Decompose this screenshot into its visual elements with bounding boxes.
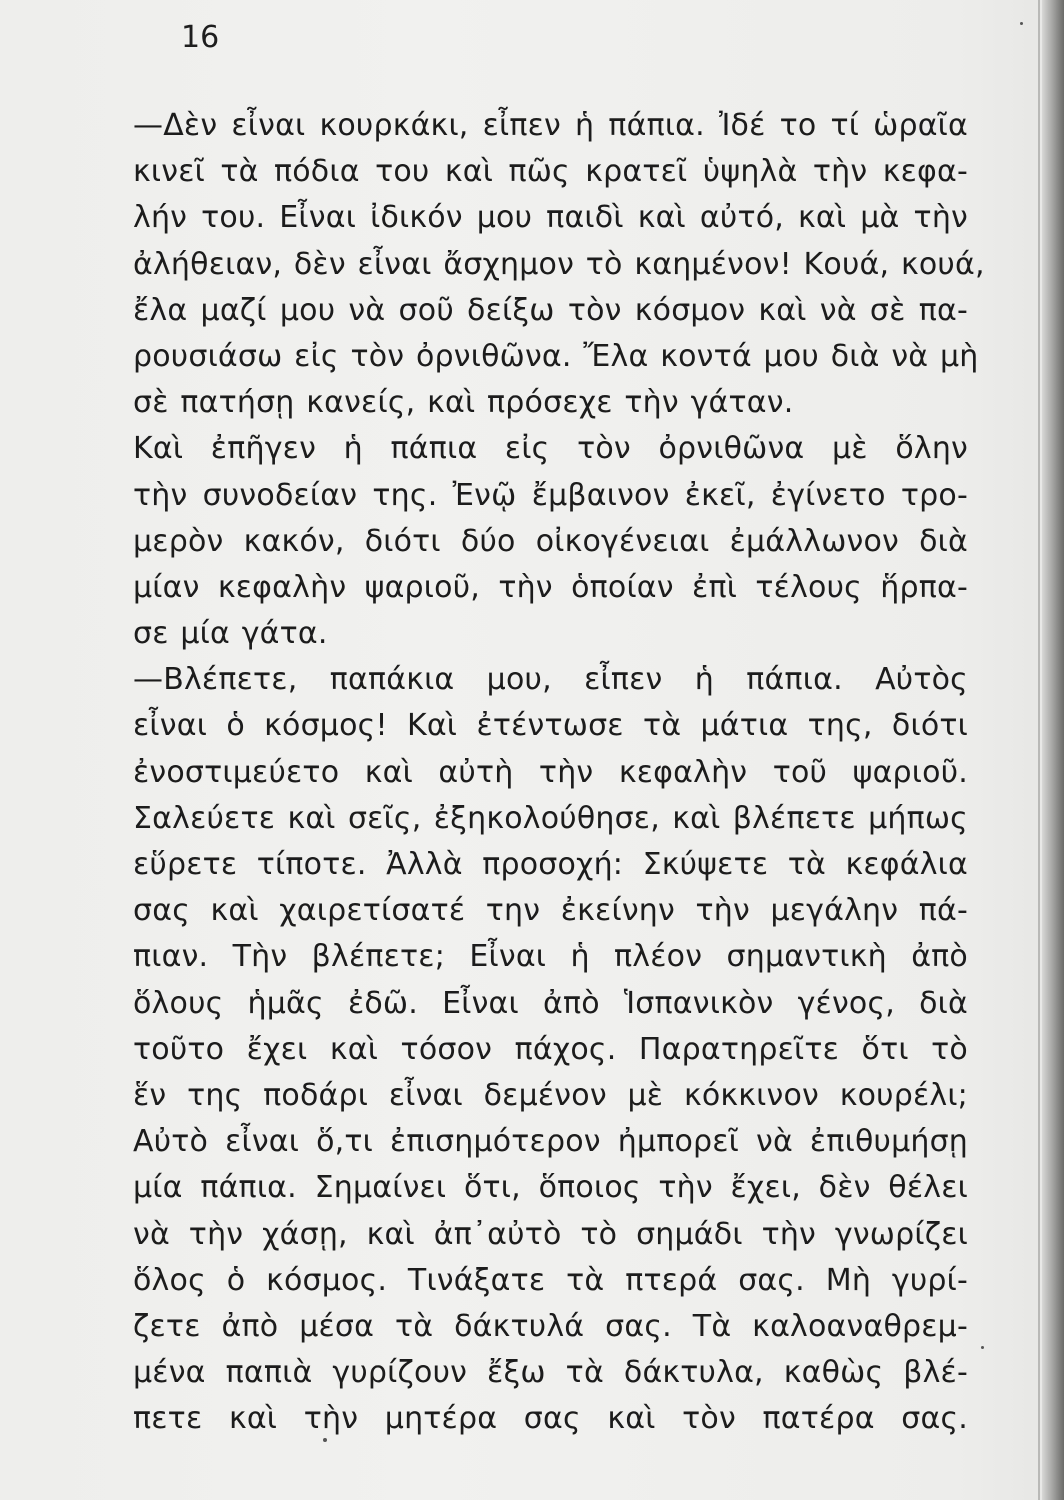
dust-speck bbox=[323, 1438, 327, 1442]
text-line: Σαλεύετε καὶ σεῖς, ἐξηκολούθησε, καὶ βλέπετε μήπως bbox=[133, 800, 968, 836]
dust-speck bbox=[981, 1346, 984, 1349]
page-edge-shadow bbox=[1042, 0, 1064, 1500]
text-line: ἐνοστιμεύετο καὶ αὐτὴ τὴν κεφαλὴν τοῦ ψαριοῦ. bbox=[133, 754, 968, 790]
text-line: Καὶ ἐπῆγεν ἡ πάπια εἰς τὸν ὀρνιθῶνα μὲ ὅλην bbox=[133, 431, 968, 467]
text-line: ἕν της ποδάρι εἶναι δεμένον μὲ κόκκινον κουρέλι; bbox=[133, 1077, 968, 1113]
text-line: εἶναι ὁ κόσμος! Καὶ ἐτέντωσε τὰ μάτια της, διότι bbox=[133, 708, 968, 744]
text-line: ὅλος ὁ κόσμος. Τινάξατε τὰ πτερά σας. Μὴ γυρί- bbox=[133, 1262, 968, 1298]
text-line: νὰ τὴν χάσῃ, καὶ ἀπ᾽αὐτὸ τὸ σημάδι τὴν γνωρίζει bbox=[133, 1216, 968, 1252]
text-line: —Δὲν εἶναι κουρκάκι, εἶπεν ἡ πάπια. Ἰδέ το τί ὡραῖα bbox=[133, 108, 968, 143]
text-line: —Βλέπετε, παπάκια μου, εἶπεν ἡ πάπια. Αὐτὸς bbox=[133, 662, 968, 698]
text-line: ἔλα μαζί μου νὰ σοῦ δείξω τὸν κόσμον καὶ νὰ σὲ πα- bbox=[133, 292, 968, 328]
text-line: κινεῖ τὰ πόδια του καὶ πῶς κρατεῖ ὑψηλὰ τὴν κεφα- bbox=[133, 154, 968, 190]
text-line: τοῦτο ἔχει καὶ τόσον πάχος. Παρατηρεῖτε ὅτι τὸ bbox=[133, 1031, 968, 1067]
text-line: σας καὶ χαιρετίσατέ την ἐκείνην τὴν μεγάλην πά- bbox=[133, 893, 968, 929]
text-line: μένα παπιὰ γυρίζουν ἔξω τὰ δάκτυλα, καθὼς βλέ- bbox=[133, 1355, 968, 1391]
text-line: μία πάπια. Σημαίνει ὅτι, ὅποιος τὴν ἔχει, δὲν θέλει bbox=[133, 1170, 968, 1206]
text-line: ρουσιάσω εἰς τὸν ὀρνιθῶνα. Ἔλα κοντά μου διὰ νὰ μὴ bbox=[133, 338, 979, 374]
text-line: ζετε ἀπὸ μέσα τὰ δάκτυλά σας. Τὰ καλοαναθρεμ- bbox=[133, 1308, 968, 1344]
page-number: 16 bbox=[181, 20, 220, 55]
text-line: μίαν κεφαλὴν ψαριοῦ, τὴν ὁποίαν ἐπὶ τέλους ἥρπα- bbox=[133, 569, 968, 605]
text-line: εὕρετε τίποτε. Ἀλλὰ προσοχή: Σκύψετε τὰ κεφάλια bbox=[133, 847, 968, 882]
text-line: τὴν συνοδείαν της. Ἐνῷ ἔμβαινον ἐκεῖ, ἐγίνετο τρο- bbox=[133, 477, 968, 513]
text-line: σὲ πατήσῃ κανείς, καὶ πρόσεχε τὴν γάταν. bbox=[133, 385, 794, 421]
text-line: ἀλήθειαν, δὲν εἶναι ἄσχημον τὸ καημένον! Κουά, κουά, bbox=[133, 246, 985, 282]
page-fold-line bbox=[1038, 0, 1040, 1500]
text-line: λήν του. Εἶναι ἰδικόν μου παιδὶ καὶ αὐτό, καὶ μὰ τὴν bbox=[133, 200, 968, 236]
dust-speck bbox=[1020, 22, 1023, 25]
text-line: ὅλους ἡμᾶς ἐδῶ. Εἶναι ἀπὸ Ἱσπανικὸν γένος, διὰ bbox=[133, 985, 968, 1021]
text-line: πετε καὶ τὴν μητέρα σας καὶ τὸν πατέρα σας. bbox=[133, 1401, 968, 1437]
body-text bbox=[133, 103, 985, 1442]
text-line: μερὸν κακόν, διότι δύο οἰκογένειαι ἐμάλλωνον διὰ bbox=[133, 523, 968, 559]
text-line: σε μία γάτα. bbox=[133, 616, 328, 652]
text-line: Αὐτὸ εἶναι ὅ,τι ἐπισημότερον ἠμπορεῖ νὰ ἐπιθυμήσῃ bbox=[133, 1124, 968, 1160]
text-line: πιαν. Τὴν βλέπετε; Εἶναι ἡ πλέον σημαντικὴ ἀπὸ bbox=[133, 939, 968, 975]
